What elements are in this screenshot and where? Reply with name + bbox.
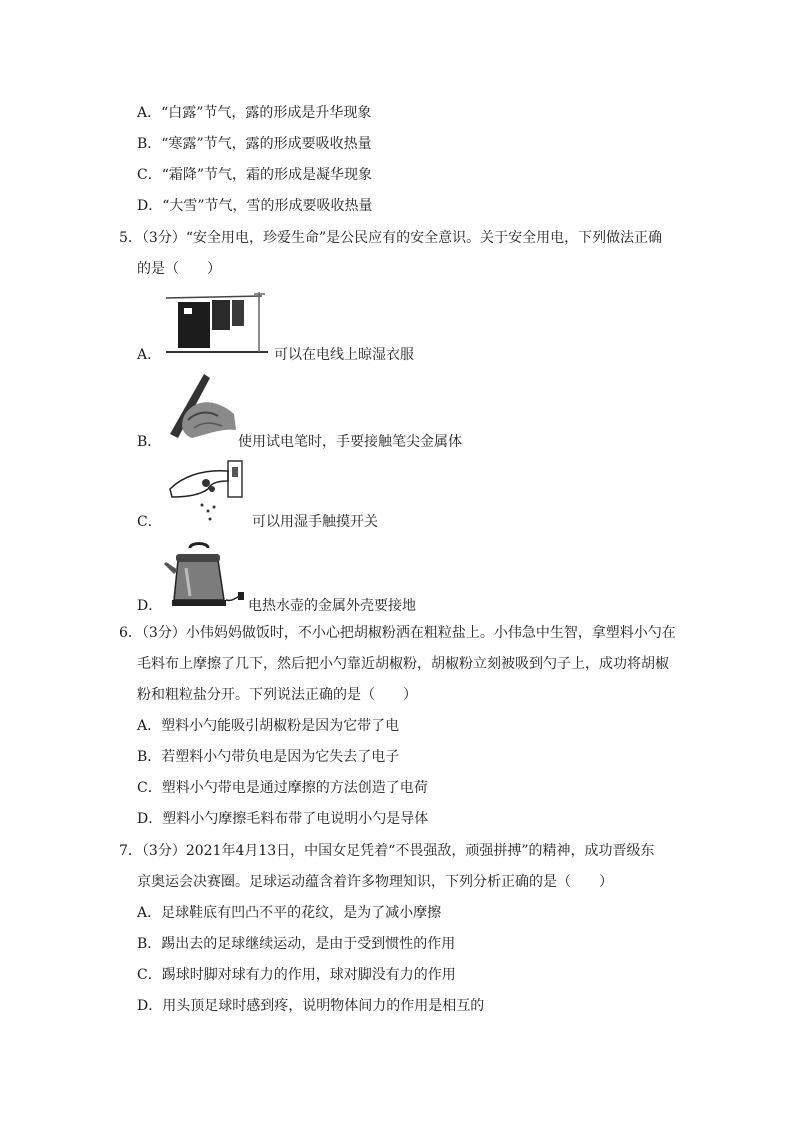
q7-option-c: C．踢球时脚对球有力的作用，球对脚没有力的作用 [137, 967, 456, 983]
q7-option-a: A．足球鞋底有凹凸不平的花纹，是为了减小摩擦 [137, 905, 442, 921]
q5-option-d-label: D． [137, 598, 163, 614]
q7-stem-line2: 京奥运会决赛圈。足球运动蕴含着许多物理知识，下列分析正确的是（ ） [137, 874, 613, 890]
q4-option-d: D．“大雪”节气，雪的形成要吸收热量 [137, 198, 373, 214]
q6-option-a: A．塑料小勺能吸引胡椒粉是因为它带了电 [137, 718, 400, 734]
q6-stem-line1: 6．（3分）小伟妈妈做饭时，不小心把胡椒粉洒在粗粒盐上。小伟急中生智，拿塑料小勺在 [119, 625, 676, 641]
q5-option-a-text: 可以在电线上晾湿衣服 [274, 347, 414, 363]
q7-option-d: D．用头顶足球时感到疼，说明物体间力的作用是相互的 [137, 998, 485, 1014]
q5-option-c-text: 可以用湿手触摸开关 [252, 514, 378, 530]
q5-option-a-label: A． [137, 347, 162, 363]
hand-holding-test-pen-image [164, 368, 238, 440]
q6-stem-line2: 毛料布上摩擦了几下，然后把小勺靠近胡椒粉，胡椒粉立刻被吸到勺子上，成功将胡椒 [137, 656, 669, 672]
electric-kettle-image [164, 540, 246, 610]
q6-stem-line3: 粉和粗粒盐分开。下列说法正确的是（ ） [137, 687, 417, 703]
q5-stem-line2: 的是（ ） [137, 261, 221, 277]
q5-option-d-text: 电热水壶的金属外壳要接地 [248, 598, 416, 614]
q4-option-c: C．“霜降”节气，霜的形成是凝华现象 [137, 167, 373, 183]
q6-option-d: D．塑料小勺摩擦毛料布带了电说明小勺是导体 [137, 811, 429, 827]
q4-option-a: A．“白露”节气，露的形成是升华现象 [137, 105, 372, 121]
q4-option-b: B．“寒露”节气，露的形成要吸收热量 [137, 136, 372, 152]
q6-option-c: C．塑料小勺带电是通过摩擦的方法创造了电荷 [137, 780, 428, 796]
wet-hand-touching-switch-image [166, 455, 246, 525]
q5-stem-line1: 5．（3分）“安全用电，珍爱生命”是公民应有的安全意识。关于安全用电，下列做法正确 [119, 230, 663, 246]
wet-clothes-on-wire-image [162, 288, 272, 356]
q5-option-b-text: 使用试电笔时，手要接触笔尖金属体 [238, 434, 462, 450]
q5-option-b-label: B． [137, 434, 162, 450]
q5-option-c-label: C． [137, 514, 162, 530]
q7-option-b: B．踢出去的足球继续运动，是由于受到惯性的作用 [137, 936, 456, 952]
q7-stem-line1: 7．（3分）2021年4月13日，中国女足凭着“不畏强敌，顽强拼搏”的精神，成功晋级东 [119, 843, 655, 859]
q6-option-b: B．若塑料小勺带负电是因为它失去了电子 [137, 749, 400, 765]
